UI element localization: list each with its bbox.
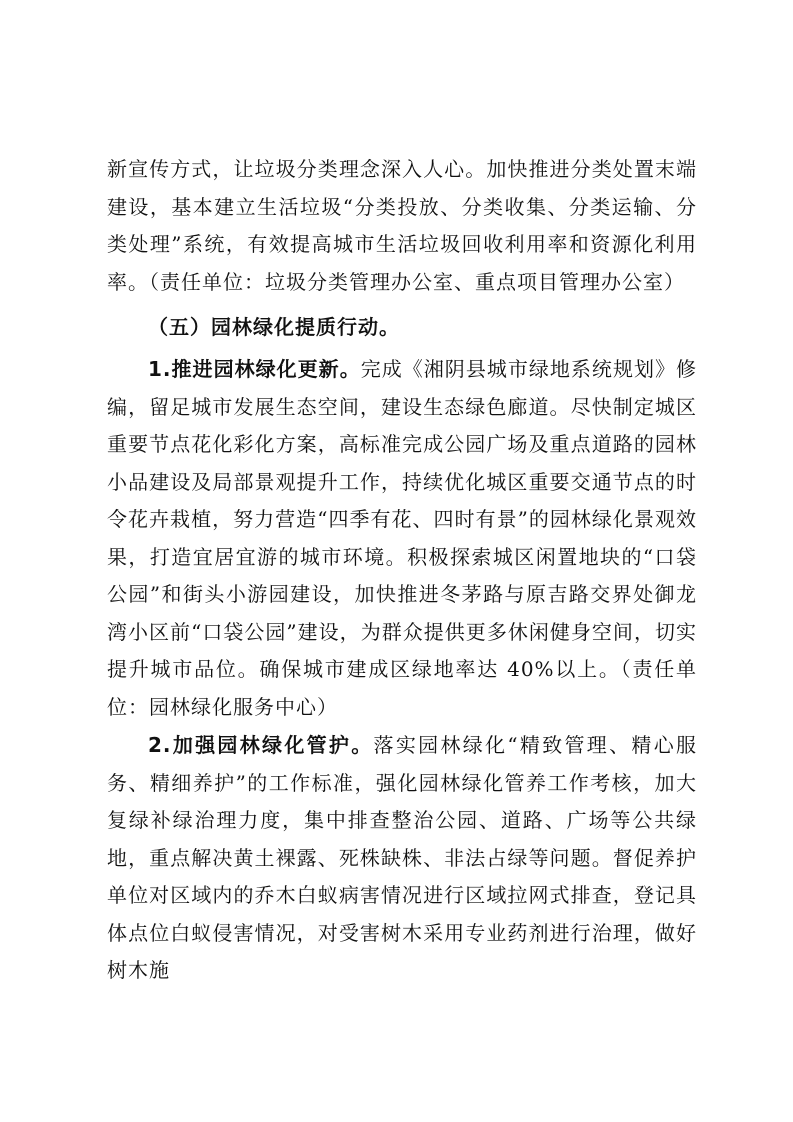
item2-paragraph [107,727,697,990]
section-heading: （五）园林绿化提质行动。 [148,315,400,339]
item2-body: 落实园林绿化“精致管理、精心服务、精细养护”的工作标准，强化园林绿化管养工作考核，加大复绿补绿治理力度，集中排查整治公园、道路、广场等公共绿地，重点解决黄土裸露、死株缺株、非法占绿等问题。督促养护单位对区域内的乔木白蚁病害情况进行区域拉网式排查，登记具体点位白蚁侵害情况，对受害树木采用专业药剂进行治理，做好树木施 [107,733,698,982]
item1-body: 完成《湘阴县城市绿地系统规划》修编，留足城市发展生态空间，建设生态绿色廊道。尽快制定城区重要节点花化彩化方案，高标准完成公园广场及重点道路的园林小品建设及局部景观提升工作，持续优化城区重要交通节点的时令花卉栽植，努力营造“四季有花、四时有景”的园林绿化景观效果，打造宜居宜游的城市环境。积极探索城区闲置地块的“口袋公园”和街头小游园建设，加快推进冬茅路与原吉路交界处御龙湾小区前“口袋公园”建设，为群众提供更多休闲健身空间，切实提升城市品位。确保城市建成区绿地率达 40%以上。（责任单位：园林绿化服务中心） [107,357,698,719]
item2-title: 2.加强园林绿化管护。 [148,733,374,757]
item1-paragraph [107,351,697,726]
item1-title: 1.推进园林绿化更新。 [148,357,361,381]
continued-paragraph: 新宣传方式，让垃圾分类理念深入人心。加快推进分类处置末端建设，基本建立生活垃圾“分类投放、分类收集、分类运输、分类处理”系统，有效提高城市生活垃圾回收利用率和资源化利用率。（责任单位：垃圾分类管理办公室、重点项目管理办公室） [107,157,697,294]
